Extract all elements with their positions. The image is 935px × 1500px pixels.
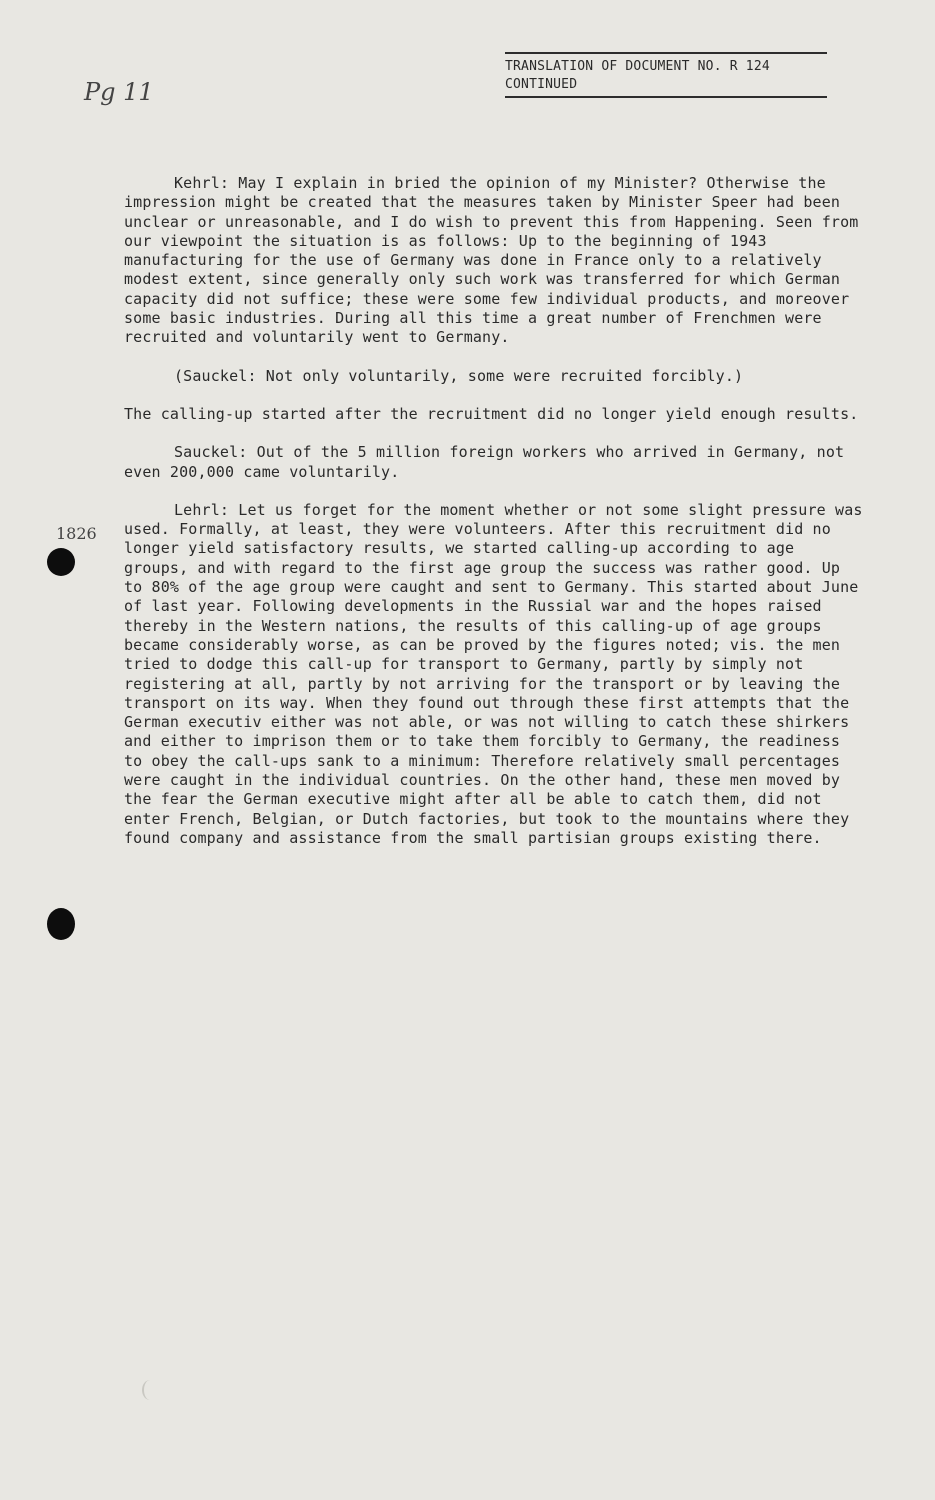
handwritten-page-note: Pg 11 bbox=[84, 78, 154, 106]
header-continued: CONTINUED bbox=[505, 77, 578, 92]
margin-number: 1826 bbox=[56, 524, 97, 543]
document-header bbox=[505, 52, 827, 98]
paragraph-kehrl: Kehrl: May I explain in bried the opinion of my Minister? Otherwise the impression might be created that the measures taken by Minister Speer had been unclear or unreasonable, and I do wish to prevent this from Happening. Seen from our viewpoint the situation is as follows: Up to the beginning of 1943 manufacturing for the use of Germany was done in France only to a relatively modest extent, since generally only such work was transferred for which German capacity did not suffice; these were some few individual products, and moreover some basic industries. During all this time a great number of Frenchmen were recruited and voluntarily went to Germany. bbox=[124, 174, 859, 347]
paper-smudge bbox=[142, 1380, 158, 1400]
paragraph-sauckel: Sauckel: Out of the 5 million foreign workers who arrived in Germany, not even 200,000 came voluntarily. bbox=[124, 443, 845, 481]
punch-hole bbox=[47, 548, 75, 576]
document-body bbox=[124, 174, 864, 867]
paragraph-calling-up: The calling-up started after the recruitment did no longer yield enough results. bbox=[124, 404, 859, 423]
punch-hole bbox=[47, 908, 75, 940]
header-title: TRANSLATION OF DOCUMENT NO. R 124 bbox=[505, 59, 770, 74]
header-rule-top bbox=[505, 52, 827, 54]
header-rule-bottom bbox=[505, 96, 827, 98]
paragraph-lehrl: Lehrl: Let us forget for the moment whether or not some slight pressure was used. Formally, at least, they were volunteers. After this recruitment did no longer yield satisfactory results, we started calling-up according to age groups, and with regard to the first age group the success was rather good. Up to 80% of the age group were caught and sent to Germany. This started about June of last year. Following developments in the Russial war and the hopes raised thereby in the Western nations, the results of this calling-up of age groups became considerably worse, as can be proved by the figures noted; vis. the men tried to dodge this call-up for transport to Germany, partly by simply not registering at all, partly by not arriving for the transport or by leaving the transport on its way. When they found out through these first attempts that the German executiv either was not able, or was not willing to catch these shirkers and either to imprison them or to take them forcibly to Germany, the readiness to obey the call-ups sank to a minimum: Therefore relatively small percentages were caught in the individual countries. On the other hand, these men moved by the fear the German executive might after all be able to catch them, did not enter French, Belgian, or Dutch factories, but took to the mountains where they found company and assistance from the small partisian groups existing there. bbox=[124, 500, 863, 847]
paragraph-sauckel-aside: (Sauckel: Not only voluntarily, some were recruited forcibly.) bbox=[174, 366, 744, 385]
